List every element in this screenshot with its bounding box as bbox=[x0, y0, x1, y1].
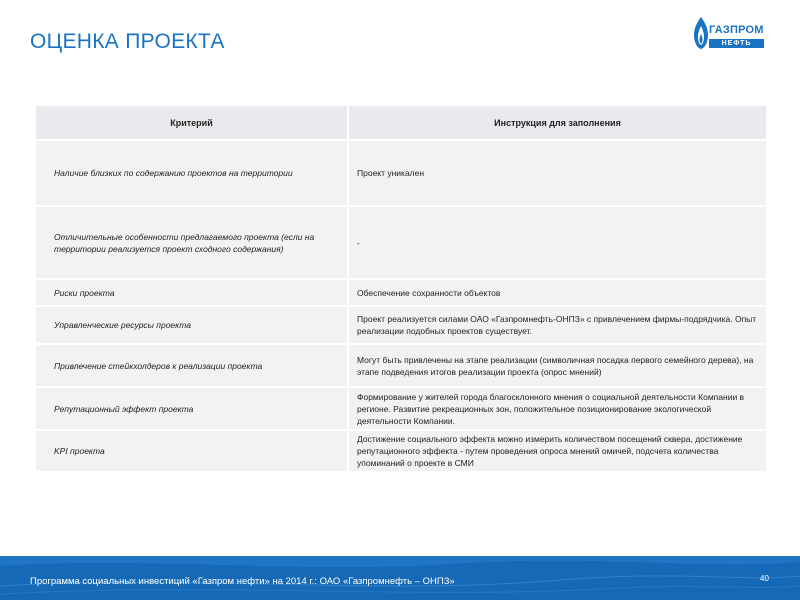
criterion-cell: Риски проекта bbox=[36, 279, 348, 306]
instruction-cell: Обеспечение сохранности объектов bbox=[348, 279, 766, 306]
footer-caption: Программа социальных инвестиций «Газпром нефти» на 2014 г.: ОАО «Газпромнефть – ОНПЗ» bbox=[30, 576, 455, 587]
instruction-cell: Проект уникален bbox=[348, 140, 766, 206]
instruction-cell: Достижение социального эффекта можно измерить количеством посещений сквера, достижение репутационного эффекта - путем проведения опроса мнений омичей, подсчета количества упоминаний о проекте в СМИ bbox=[348, 430, 766, 472]
column-header-criterion: Критерий bbox=[36, 106, 348, 140]
instruction-cell: Проект реализуется силами ОАО «Газпромнефть-ОНПЗ» с привлечением фирмы-подрядчика. Опыт реализации подобных проектов существует. bbox=[348, 306, 766, 344]
page-number: 40 bbox=[760, 574, 769, 583]
table-row bbox=[36, 430, 766, 472]
table-row bbox=[36, 387, 766, 430]
instruction-cell: - bbox=[348, 206, 766, 279]
table-row bbox=[36, 344, 766, 387]
table-row bbox=[36, 279, 766, 306]
instruction-cell: Формирование у жителей города благосклонного мнения о социальной деятельности Компании в регионе. Развитие рекреационных зон, положительное позиционирование экологической деятельности Компании. bbox=[348, 387, 766, 430]
table-row bbox=[36, 140, 766, 206]
criterion-cell: Репутационный эффект проекта bbox=[36, 387, 348, 430]
logo-sub-text: НЕФТЬ bbox=[709, 39, 764, 48]
company-logo bbox=[692, 16, 772, 56]
criterion-cell: Управленческие ресурсы проекта bbox=[36, 306, 348, 344]
table-row bbox=[36, 306, 766, 344]
footer-bar bbox=[0, 556, 800, 600]
instruction-cell: Могут быть привлечены на этапе реализации (символичная посадка первого семейного дерева), на этапе подведения итогов реализации проекта (опрос мнений) bbox=[348, 344, 766, 387]
column-header-instruction: Инструкция для заполнения bbox=[348, 106, 766, 140]
criterion-cell: Привлечение стейкхолдеров к реализации проекта bbox=[36, 344, 348, 387]
criterion-cell: KPI проекта bbox=[36, 430, 348, 472]
evaluation-table bbox=[36, 106, 766, 473]
table-row bbox=[36, 206, 766, 279]
page-title: ОЦЕНКА ПРОЕКТА bbox=[30, 30, 225, 53]
table-header-row bbox=[36, 106, 766, 140]
flame-icon bbox=[692, 16, 710, 50]
criterion-cell: Отличительные особенности предлагаемого проекта (если на территории реализуется проект сходного содержания) bbox=[36, 206, 348, 279]
logo-brand-text: ГАЗПРОМ bbox=[709, 24, 764, 36]
criterion-cell: Наличие близких по содержанию проектов на территории bbox=[36, 140, 348, 206]
